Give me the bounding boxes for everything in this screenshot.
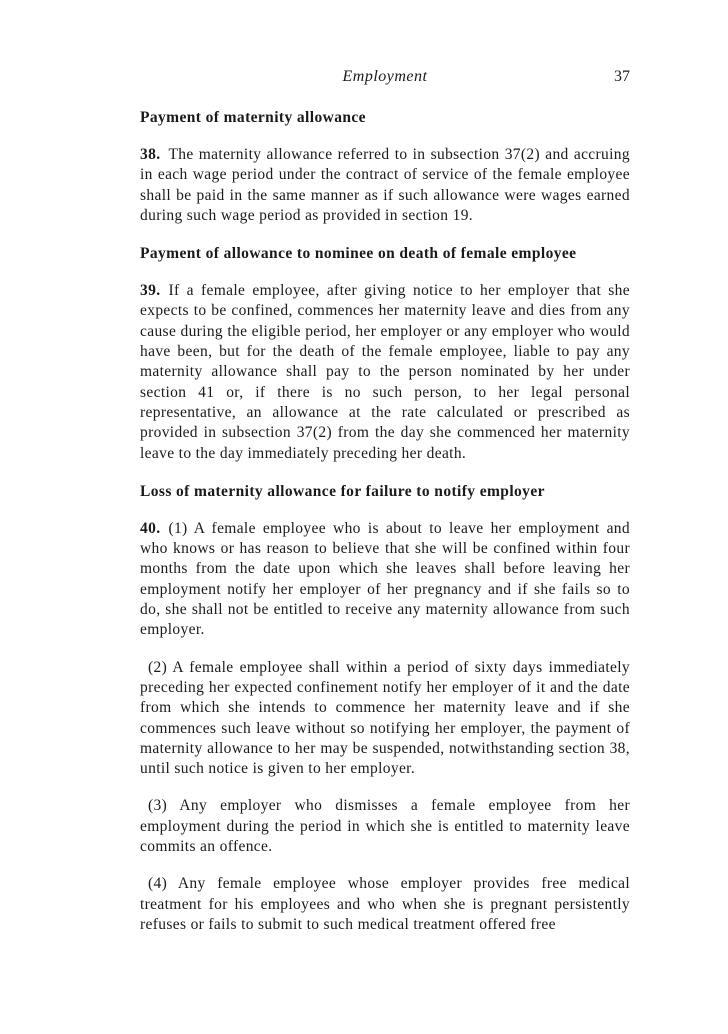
document-page [140,68,630,935]
section-text: The maternity allowance referred to in subsection 37(2) and accruing in each wage period under the contract of service of the female employee shall be paid in the same manner as if such allowance were wages earned during such wage period as provided in section 19. [140,146,630,224]
section-heading: Payment of maternity allowance [140,109,366,126]
subsection-paragraph: (3) Any employer who dismisses a female employee from her employment during the period in which she is entitled to maternity leave commits an offence. [140,797,630,856]
subsection-text: (1) A female employee who is about to leave her employment and who knows or has reason to believe that she will be confined within four months from the date upon which she leaves shall before leaving her employment notify her employer of her pregnancy and if she fails so to do, she shall not be entitled to receive any maternity allowance from such employer. [140,519,630,639]
section-heading: Payment of allowance to nominee on death of female employee [140,245,577,263]
page-number: 37 [614,68,630,85]
section-number: 38. [140,146,161,163]
running-title: Employment [342,68,428,85]
section-number: 40. [140,519,161,537]
running-header [140,68,630,94]
section-number: 39. [140,282,161,300]
section-paragraph [140,145,630,226]
section-paragraph [140,281,630,464]
section-heading: Loss of maternity allowance for failure to notify employer [140,482,545,500]
section-paragraph [140,519,630,641]
subsection-paragraph: (2) A female employee shall within a period of sixty days immediately preceding her expected confinement notify her employer of it and the date from which she intends to commence her maternity leave and if she commences such leave without so notifying her employer, the payment of maternity allowance to her may be suspended, notwithstanding section 38, until such notice is given to her employer. [140,658,630,778]
subsection-paragraph: (4) Any female employee whose employer provides free medical treatment for his employees and who when she is pregnant persistently refuses or fails to submit to such medical treatment offered free [140,875,630,933]
section-text: If a female employee, after giving notice to her employer that she expects to be confined, commences her maternity leave and dies from any cause during the eligible period, her employer or any employer who would have been, but for the death of the female employee, liable to pay any maternity allowance shall pay to the person nominated by her under section 41 or, if there is no such person, to her legal personal representative, an allowance at the rate calculated or prescribed as provided in subsection 37(2) from the day she commenced her maternity leave to the day immediately preceding her death. [140,282,630,462]
